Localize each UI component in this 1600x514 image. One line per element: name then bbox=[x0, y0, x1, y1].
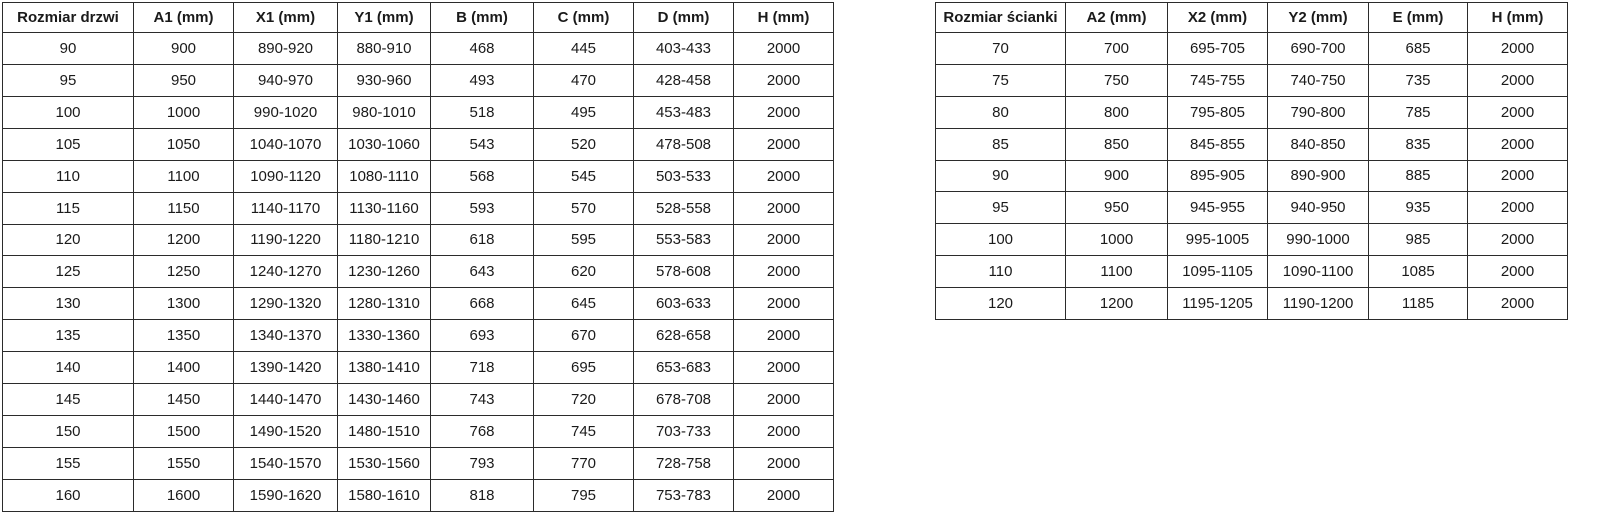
table-cell: 100 bbox=[3, 96, 134, 128]
table-cell: 445 bbox=[534, 33, 634, 65]
table-cell: 528-558 bbox=[634, 192, 734, 224]
table-cell: 1100 bbox=[1066, 256, 1168, 288]
table-cell: 1180-1210 bbox=[338, 224, 431, 256]
table-cell: 645 bbox=[534, 288, 634, 320]
table-cell: 795-805 bbox=[1168, 96, 1268, 128]
table-cell: 503-533 bbox=[634, 160, 734, 192]
table-cell: 753-783 bbox=[634, 479, 734, 511]
table-row bbox=[3, 160, 834, 192]
wall-table-body bbox=[936, 33, 1568, 320]
table-cell: 495 bbox=[534, 96, 634, 128]
table-cell: 1400 bbox=[134, 352, 234, 384]
table-cell: 85 bbox=[936, 128, 1066, 160]
table-row bbox=[936, 33, 1568, 65]
table-cell: 543 bbox=[431, 128, 534, 160]
table-cell: 750 bbox=[1066, 64, 1168, 96]
table-cell: 1500 bbox=[134, 416, 234, 448]
table-cell: 115 bbox=[3, 192, 134, 224]
table-cell: 110 bbox=[936, 256, 1066, 288]
table-cell: 980-1010 bbox=[338, 96, 431, 128]
table-cell: 2000 bbox=[734, 352, 834, 384]
table-cell: 703-733 bbox=[634, 416, 734, 448]
table-cell: 1090-1100 bbox=[1268, 256, 1369, 288]
table-cell: 105 bbox=[3, 128, 134, 160]
table-cell: 428-458 bbox=[634, 64, 734, 96]
header-cell: Rozmiar ścianki bbox=[936, 3, 1066, 33]
table-cell: 155 bbox=[3, 447, 134, 479]
table-cell: 1230-1260 bbox=[338, 256, 431, 288]
table-cell: 850 bbox=[1066, 128, 1168, 160]
table-cell: 2000 bbox=[1468, 96, 1568, 128]
table-cell: 740-750 bbox=[1268, 64, 1369, 96]
table-cell: 518 bbox=[431, 96, 534, 128]
table-cell: 2000 bbox=[1468, 128, 1568, 160]
table-cell: 570 bbox=[534, 192, 634, 224]
table-cell: 140 bbox=[3, 352, 134, 384]
table-cell: 940-970 bbox=[234, 64, 338, 96]
table-cell: 130 bbox=[3, 288, 134, 320]
table-row bbox=[3, 128, 834, 160]
table-cell: 768 bbox=[431, 416, 534, 448]
table-cell: 1080-1110 bbox=[338, 160, 431, 192]
header-cell: X1 (mm) bbox=[234, 3, 338, 33]
table-cell: 885 bbox=[1369, 160, 1468, 192]
table-cell: 1430-1460 bbox=[338, 384, 431, 416]
table-cell: 453-483 bbox=[634, 96, 734, 128]
table-cell: 990-1000 bbox=[1268, 224, 1369, 256]
table-cell: 2000 bbox=[734, 288, 834, 320]
table-cell: 160 bbox=[3, 479, 134, 511]
table-cell: 1540-1570 bbox=[234, 447, 338, 479]
table-cell: 1550 bbox=[134, 447, 234, 479]
table-cell: 150 bbox=[3, 416, 134, 448]
header-cell: C (mm) bbox=[534, 3, 634, 33]
table-row bbox=[936, 64, 1568, 96]
table-cell: 75 bbox=[936, 64, 1066, 96]
table-cell: 743 bbox=[431, 384, 534, 416]
table-cell: 790-800 bbox=[1268, 96, 1369, 128]
table-row bbox=[3, 224, 834, 256]
table-row bbox=[936, 224, 1568, 256]
table-cell: 1600 bbox=[134, 479, 234, 511]
table-row bbox=[3, 352, 834, 384]
table-cell: 2000 bbox=[734, 447, 834, 479]
table-row bbox=[3, 447, 834, 479]
header-cell: H (mm) bbox=[734, 3, 834, 33]
table-cell: 2000 bbox=[1468, 33, 1568, 65]
table-row bbox=[3, 33, 834, 65]
table-cell: 693 bbox=[431, 320, 534, 352]
table-row bbox=[3, 320, 834, 352]
table-row bbox=[936, 288, 1568, 320]
header-cell: E (mm) bbox=[1369, 3, 1468, 33]
table-cell: 90 bbox=[3, 33, 134, 65]
table-row bbox=[3, 192, 834, 224]
table-row bbox=[3, 288, 834, 320]
table-cell: 793 bbox=[431, 447, 534, 479]
table-cell: 2000 bbox=[734, 384, 834, 416]
header-cell: H (mm) bbox=[1468, 3, 1568, 33]
table-cell: 470 bbox=[534, 64, 634, 96]
table-cell: 1050 bbox=[134, 128, 234, 160]
door-table-body bbox=[3, 33, 834, 512]
table-cell: 1450 bbox=[134, 384, 234, 416]
table-cell: 670 bbox=[534, 320, 634, 352]
door-size-table bbox=[2, 2, 834, 512]
table-cell: 1130-1160 bbox=[338, 192, 431, 224]
table-cell: 950 bbox=[134, 64, 234, 96]
table-cell: 1190-1200 bbox=[1268, 288, 1369, 320]
table-cell: 95 bbox=[936, 192, 1066, 224]
table-row bbox=[936, 160, 1568, 192]
table-cell: 2000 bbox=[1468, 224, 1568, 256]
table-cell: 2000 bbox=[734, 479, 834, 511]
header-cell: Rozmiar drzwi bbox=[3, 3, 134, 33]
table-cell: 520 bbox=[534, 128, 634, 160]
table-cell: 695 bbox=[534, 352, 634, 384]
table-cell: 1390-1420 bbox=[234, 352, 338, 384]
table-cell: 595 bbox=[534, 224, 634, 256]
door-table-header bbox=[3, 3, 834, 33]
table-cell: 2000 bbox=[1468, 160, 1568, 192]
table-cell: 2000 bbox=[734, 256, 834, 288]
table-cell: 593 bbox=[431, 192, 534, 224]
table-cell: 935 bbox=[1369, 192, 1468, 224]
table-cell: 618 bbox=[431, 224, 534, 256]
table-cell: 468 bbox=[431, 33, 534, 65]
header-cell: B (mm) bbox=[431, 3, 534, 33]
table-row bbox=[3, 96, 834, 128]
table-cell: 1185 bbox=[1369, 288, 1468, 320]
table-cell: 2000 bbox=[734, 416, 834, 448]
table-cell: 845-855 bbox=[1168, 128, 1268, 160]
table-row bbox=[3, 416, 834, 448]
table-cell: 1490-1520 bbox=[234, 416, 338, 448]
table-cell: 735 bbox=[1369, 64, 1468, 96]
header-cell: Y1 (mm) bbox=[338, 3, 431, 33]
table-cell: 90 bbox=[936, 160, 1066, 192]
table-cell: 620 bbox=[534, 256, 634, 288]
table-cell: 1140-1170 bbox=[234, 192, 338, 224]
table-cell: 880-910 bbox=[338, 33, 431, 65]
table-cell: 643 bbox=[431, 256, 534, 288]
table-cell: 568 bbox=[431, 160, 534, 192]
header-cell: Y2 (mm) bbox=[1268, 3, 1369, 33]
table-cell: 1100 bbox=[134, 160, 234, 192]
table-cell: 628-658 bbox=[634, 320, 734, 352]
table-cell: 110 bbox=[3, 160, 134, 192]
table-cell: 1000 bbox=[1066, 224, 1168, 256]
table-row bbox=[3, 256, 834, 288]
table-cell: 2000 bbox=[734, 96, 834, 128]
table-cell: 678-708 bbox=[634, 384, 734, 416]
table-cell: 1530-1560 bbox=[338, 447, 431, 479]
wall-size-table bbox=[935, 2, 1568, 320]
table-cell: 720 bbox=[534, 384, 634, 416]
table-cell: 1200 bbox=[134, 224, 234, 256]
header-row bbox=[936, 3, 1568, 33]
table-cell: 728-758 bbox=[634, 447, 734, 479]
table-cell: 1200 bbox=[1066, 288, 1168, 320]
table-cell: 900 bbox=[1066, 160, 1168, 192]
table-cell: 2000 bbox=[734, 320, 834, 352]
table-cell: 895-905 bbox=[1168, 160, 1268, 192]
table-cell: 890-920 bbox=[234, 33, 338, 65]
table-cell: 2000 bbox=[734, 192, 834, 224]
table-cell: 2000 bbox=[734, 64, 834, 96]
table-cell: 545 bbox=[534, 160, 634, 192]
table-cell: 553-583 bbox=[634, 224, 734, 256]
table-cell: 2000 bbox=[734, 160, 834, 192]
table-cell: 785 bbox=[1369, 96, 1468, 128]
wall-table-header bbox=[936, 3, 1568, 33]
table-cell: 718 bbox=[431, 352, 534, 384]
table-cell: 1480-1510 bbox=[338, 416, 431, 448]
table-cell: 700 bbox=[1066, 33, 1168, 65]
table-cell: 2000 bbox=[734, 128, 834, 160]
table-cell: 745 bbox=[534, 416, 634, 448]
table-cell: 900 bbox=[134, 33, 234, 65]
header-cell: D (mm) bbox=[634, 3, 734, 33]
table-cell: 985 bbox=[1369, 224, 1468, 256]
table-cell: 1150 bbox=[134, 192, 234, 224]
table-cell: 1085 bbox=[1369, 256, 1468, 288]
table-cell: 1440-1470 bbox=[234, 384, 338, 416]
table-cell: 945-955 bbox=[1168, 192, 1268, 224]
table-cell: 1090-1120 bbox=[234, 160, 338, 192]
table-cell: 1190-1220 bbox=[234, 224, 338, 256]
table-cell: 1380-1410 bbox=[338, 352, 431, 384]
table-cell: 1290-1320 bbox=[234, 288, 338, 320]
table-cell: 1000 bbox=[134, 96, 234, 128]
table-cell: 835 bbox=[1369, 128, 1468, 160]
table-row bbox=[936, 96, 1568, 128]
table-cell: 120 bbox=[936, 288, 1066, 320]
table-cell: 1300 bbox=[134, 288, 234, 320]
table-cell: 795 bbox=[534, 479, 634, 511]
table-cell: 940-950 bbox=[1268, 192, 1369, 224]
table-cell: 1095-1105 bbox=[1168, 256, 1268, 288]
table-cell: 800 bbox=[1066, 96, 1168, 128]
table-cell: 125 bbox=[3, 256, 134, 288]
table-cell: 2000 bbox=[1468, 288, 1568, 320]
table-cell: 493 bbox=[431, 64, 534, 96]
header-cell: X2 (mm) bbox=[1168, 3, 1268, 33]
table-cell: 1350 bbox=[134, 320, 234, 352]
table-cell: 578-608 bbox=[634, 256, 734, 288]
table-cell: 840-850 bbox=[1268, 128, 1369, 160]
table-cell: 1580-1610 bbox=[338, 479, 431, 511]
table-cell: 80 bbox=[936, 96, 1066, 128]
table-row bbox=[936, 192, 1568, 224]
table-cell: 603-633 bbox=[634, 288, 734, 320]
header-cell: A1 (mm) bbox=[134, 3, 234, 33]
table-cell: 770 bbox=[534, 447, 634, 479]
table-cell: 995-1005 bbox=[1168, 224, 1268, 256]
table-cell: 1240-1270 bbox=[234, 256, 338, 288]
table-cell: 2000 bbox=[734, 33, 834, 65]
table-cell: 745-755 bbox=[1168, 64, 1268, 96]
table-cell: 818 bbox=[431, 479, 534, 511]
table-cell: 2000 bbox=[1468, 64, 1568, 96]
table-cell: 690-700 bbox=[1268, 33, 1369, 65]
table-cell: 1340-1370 bbox=[234, 320, 338, 352]
table-cell: 685 bbox=[1369, 33, 1468, 65]
table-row bbox=[3, 64, 834, 96]
table-cell: 2000 bbox=[1468, 256, 1568, 288]
table-cell: 403-433 bbox=[634, 33, 734, 65]
table-cell: 2000 bbox=[1468, 192, 1568, 224]
table-cell: 1590-1620 bbox=[234, 479, 338, 511]
table-cell: 930-960 bbox=[338, 64, 431, 96]
table-cell: 70 bbox=[936, 33, 1066, 65]
table-cell: 135 bbox=[3, 320, 134, 352]
header-row bbox=[3, 3, 834, 33]
table-cell: 100 bbox=[936, 224, 1066, 256]
table-cell: 1195-1205 bbox=[1168, 288, 1268, 320]
table-cell: 990-1020 bbox=[234, 96, 338, 128]
table-cell: 950 bbox=[1066, 192, 1168, 224]
header-cell: A2 (mm) bbox=[1066, 3, 1168, 33]
table-cell: 145 bbox=[3, 384, 134, 416]
table-cell: 890-900 bbox=[1268, 160, 1369, 192]
table-cell: 695-705 bbox=[1168, 33, 1268, 65]
table-row bbox=[936, 256, 1568, 288]
table-cell: 1330-1360 bbox=[338, 320, 431, 352]
table-row bbox=[936, 128, 1568, 160]
table-cell: 1030-1060 bbox=[338, 128, 431, 160]
table-cell: 668 bbox=[431, 288, 534, 320]
table-cell: 2000 bbox=[734, 224, 834, 256]
table-cell: 653-683 bbox=[634, 352, 734, 384]
table-cell: 1250 bbox=[134, 256, 234, 288]
table-cell: 1280-1310 bbox=[338, 288, 431, 320]
table-cell: 120 bbox=[3, 224, 134, 256]
table-cell: 1040-1070 bbox=[234, 128, 338, 160]
table-row bbox=[3, 479, 834, 511]
table-cell: 95 bbox=[3, 64, 134, 96]
table-cell: 478-508 bbox=[634, 128, 734, 160]
table-row bbox=[3, 384, 834, 416]
